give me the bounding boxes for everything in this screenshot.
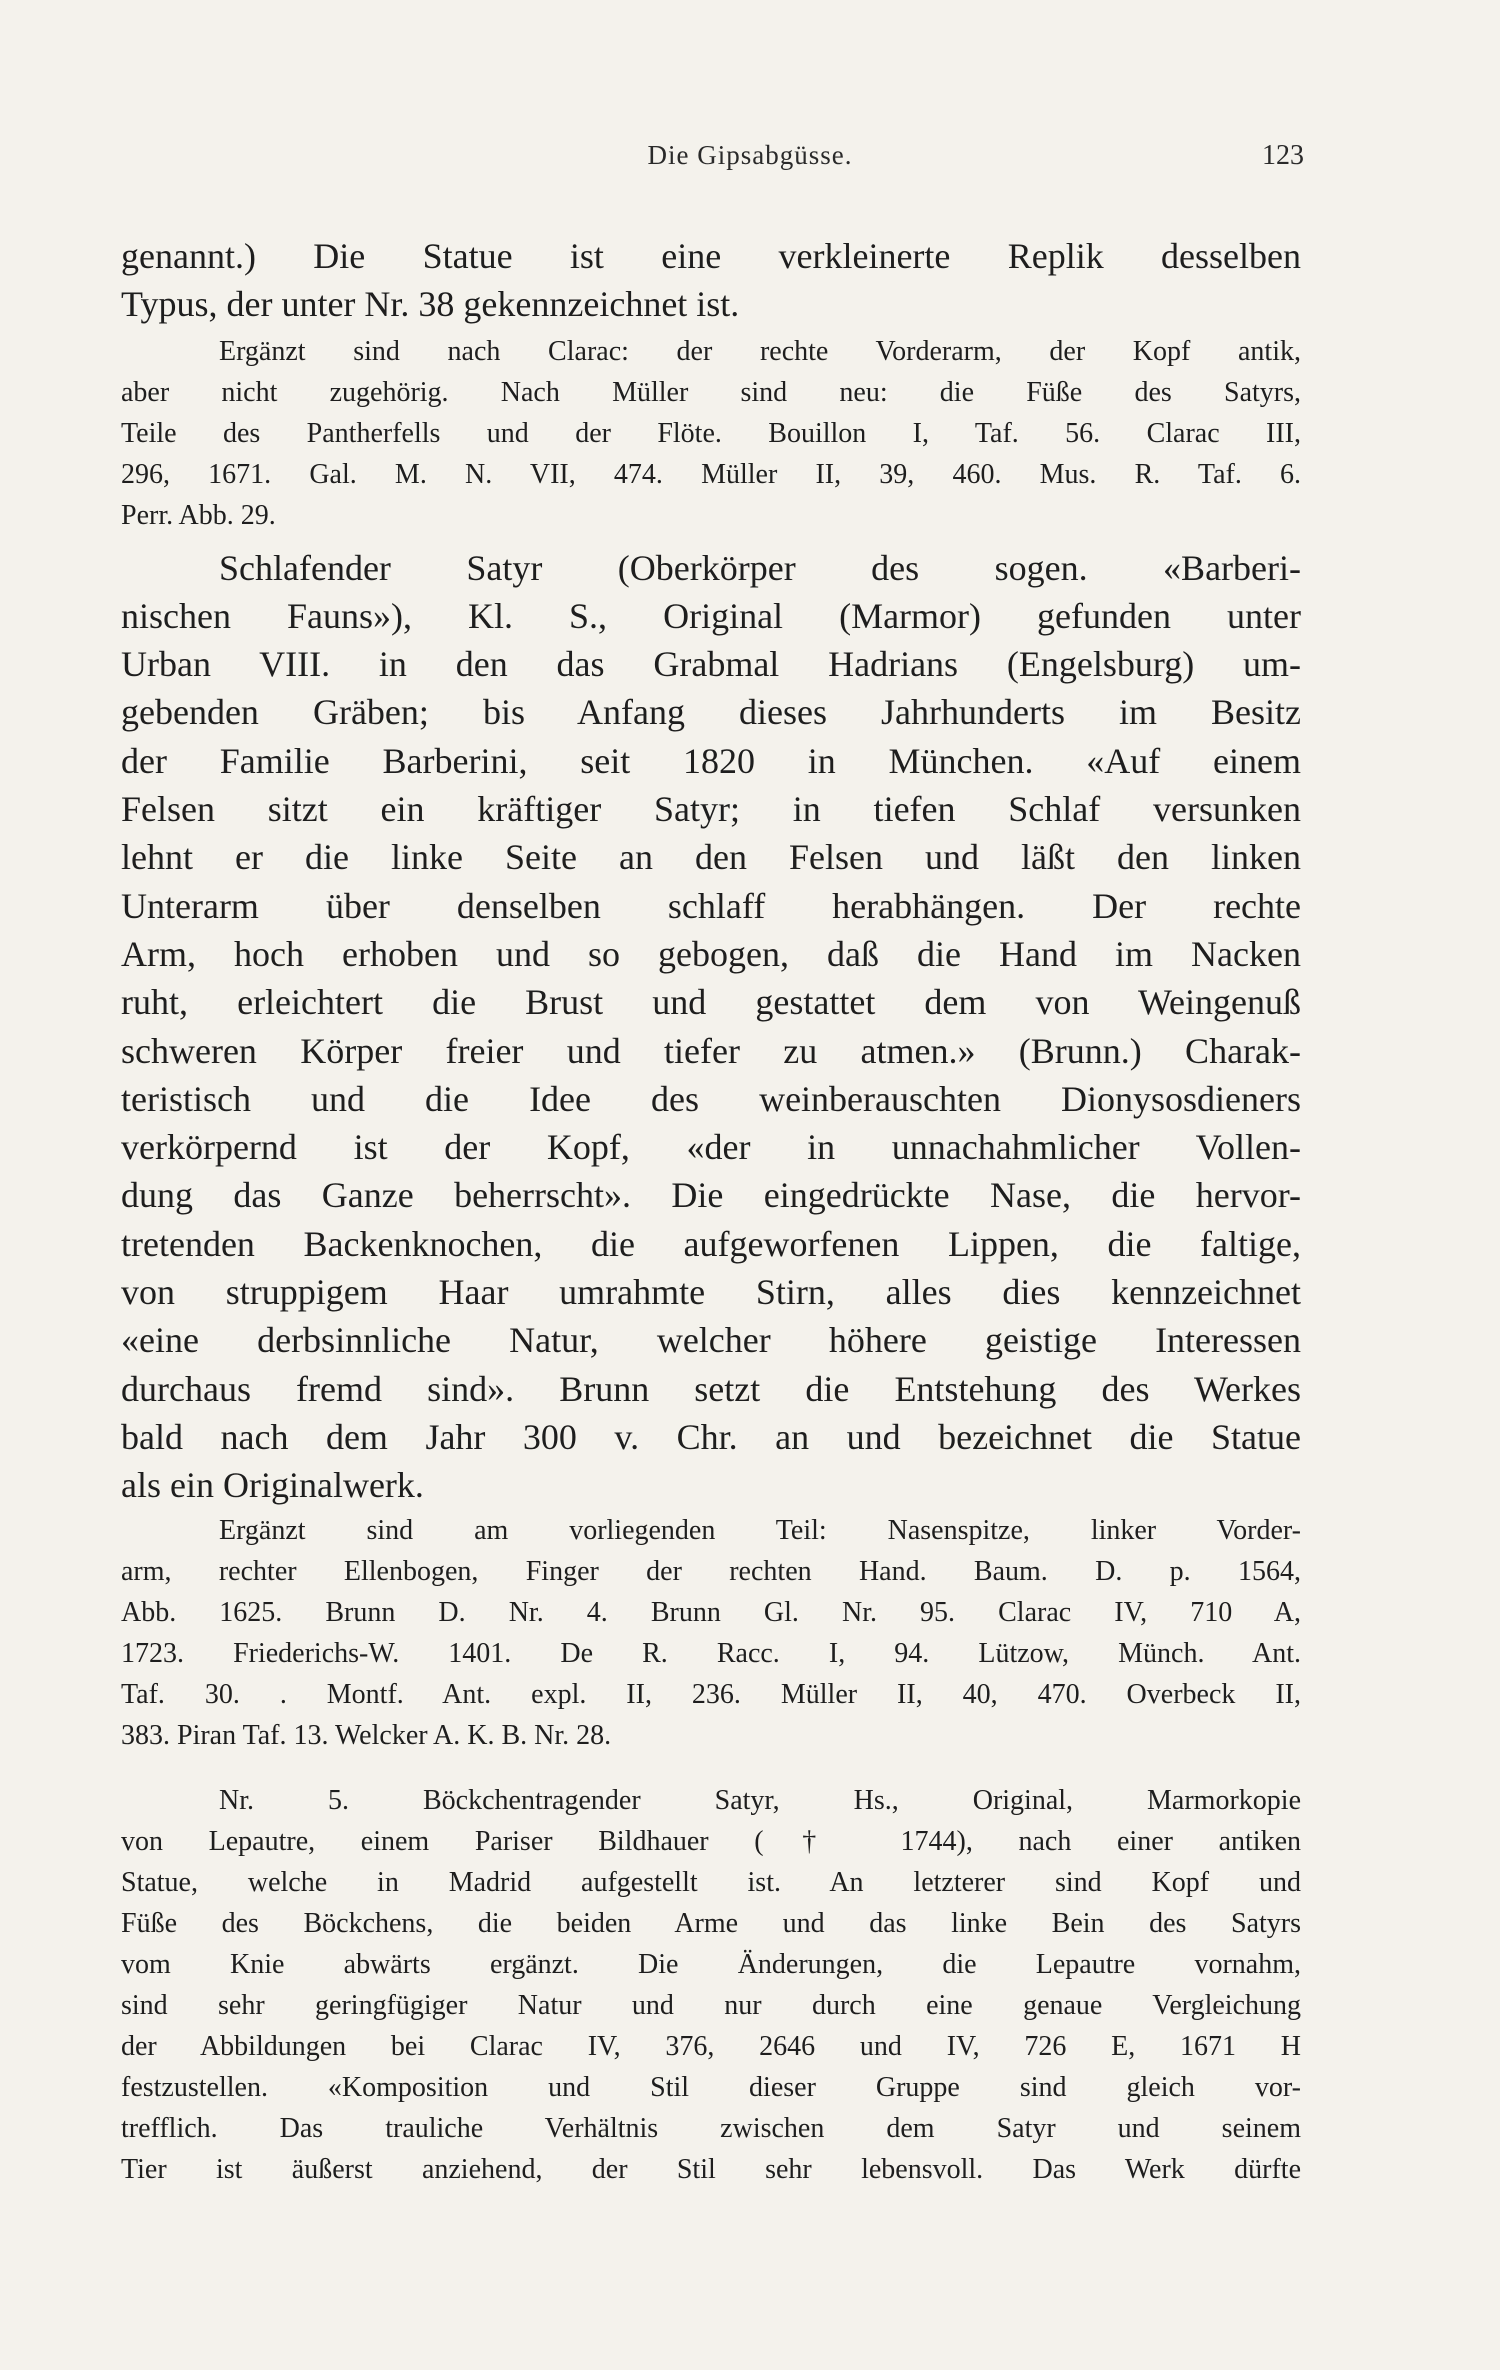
- text-line: aber nicht zugehörig. Nach Müller sind neu: die Füße des Satyrs,: [121, 376, 1301, 408]
- text-line: Unterarm über denselben schlaff herabhängen. Der rechte: [121, 885, 1301, 926]
- text-line: schweren Körper freier und tiefer zu atmen.» (Brunn.) Charak-: [121, 1030, 1301, 1071]
- entry-nr-5: [121, 1780, 1301, 2190]
- text-line: gebenden Gräben; bis Anfang dieses Jahrhunderts im Besitz: [121, 692, 1301, 733]
- text-line: dung das Ganze beherrscht». Die eingedrückte Nase, die hervor-: [121, 1175, 1301, 1216]
- text-line: Füße des Böckchens, die beiden Arme und das linke Bein des Satyrs: [121, 1907, 1301, 1939]
- text-line: vom Knie abwärts ergänzt. Die Änderungen, die Lepautre vornahm,: [121, 1948, 1301, 1980]
- text-line: Tier ist äußerst anziehend, der Stil sehr lebensvoll. Das Werk dürfte: [121, 2153, 1301, 2185]
- text-line: lehnt er die linke Seite an den Felsen und läßt den linken: [121, 837, 1301, 878]
- page-body: [121, 232, 1301, 2190]
- text-line: nischen Fauns»), Kl. S., Original (Marmor) gefunden unter: [121, 595, 1301, 636]
- text-line: Typus, der unter Nr. 38 gekennzeichnet ist.: [121, 284, 740, 325]
- restoration-note: [121, 331, 1301, 536]
- text-line: ruht, erleichtert die Brust und gestattet dem von Weingenuß: [121, 982, 1301, 1023]
- paragraph-continuation: [121, 232, 1301, 329]
- text-line: teristisch und die Idee des weinberauschten Dionysosdieners: [121, 1078, 1301, 1119]
- text-line: «eine derbsinnliche Natur, welcher höhere geistige Interessen: [121, 1320, 1301, 1361]
- text-line: Ergänzt sind am vorliegenden Teil: Nasenspitze, linker Vorder-: [219, 1514, 1301, 1546]
- text-line: festzustellen. «Komposition und Stil dieser Gruppe sind gleich vor-: [121, 2071, 1301, 2103]
- text-line: bald nach dem Jahr 300 v. Chr. an und bezeichnet die Statue: [121, 1416, 1301, 1457]
- page-number: 123: [1262, 140, 1304, 171]
- text-line: der Abbildungen bei Clarac IV, 376, 2646 und IV, 726 E, 1671 H: [121, 2030, 1301, 2062]
- text-line: von Lepautre, einem Pariser Bildhauer († 1744), nach einer antiken: [121, 1825, 1301, 1857]
- text-line: arm, rechter Ellenbogen, Finger der rechten Hand. Baum. D. p. 1564,: [121, 1555, 1301, 1587]
- text-line: Abb. 1625. Brunn D. Nr. 4. Brunn Gl. Nr. 95. Clarac IV, 710 A,: [121, 1596, 1301, 1628]
- text-line: trefflich. Das trauliche Verhältnis zwischen dem Satyr und seinem: [121, 2112, 1301, 2144]
- text-line: Perr. Abb. 29.: [121, 499, 276, 531]
- text-line: Teile des Pantherfells und der Flöte. Bouillon I, Taf. 56. Clarac III,: [121, 417, 1301, 449]
- text-line: durchaus fremd sind». Brunn setzt die Entstehung des Werkes: [121, 1368, 1301, 1409]
- text-line: als ein Originalwerk.: [121, 1465, 424, 1506]
- text-line: 383. Piran Taf. 13. Welcker A. K. B. Nr. 28.: [121, 1719, 612, 1751]
- text-line: Statue, welche in Madrid aufgestellt ist. An letzterer sind Kopf und: [121, 1866, 1301, 1898]
- entry-sleeping-satyr: [121, 544, 1301, 1510]
- text-line: der Familie Barberini, seit 1820 in München. «Auf einem: [121, 740, 1301, 781]
- text-line: Arm, hoch erhoben und so gebogen, daß die Hand im Nacken: [121, 933, 1301, 974]
- text-line: genannt.) Die Statue ist eine verkleinerte Replik desselben: [121, 236, 1301, 276]
- text-line: Taf. 30. . Montf. Ant. expl. II, 236. Müller II, 40, 470. Overbeck II,: [121, 1678, 1301, 1710]
- text-line: Ergänzt sind nach Clarac: der rechte Vorderarm, der Kopf antik,: [219, 335, 1301, 367]
- text-line: Felsen sitzt ein kräftiger Satyr; in tiefen Schlaf versunken: [121, 789, 1301, 830]
- text-line: tretenden Backenknochen, die aufgeworfenen Lippen, die faltige,: [121, 1223, 1301, 1264]
- text-line: verkörpernd ist der Kopf, «der in unnachahmlicher Vollen-: [121, 1127, 1301, 1168]
- text-line: Nr. 5. Böckchentragender Satyr, Hs., Original, Marmorkopie: [219, 1784, 1301, 1816]
- text-line: 1723. Friederichs-W. 1401. De R. Racc. I, 94. Lützow, Münch. Ant.: [121, 1637, 1301, 1669]
- text-line: 296, 1671. Gal. M. N. VII, 474. Müller II, 39, 460. Mus. R. Taf. 6.: [121, 458, 1301, 490]
- text-line: Urban VIII. in den das Grabmal Hadrians (Engelsburg) um-: [121, 644, 1301, 685]
- text-line: sind sehr geringfügiger Natur und nur durch eine genaue Vergleichung: [121, 1989, 1301, 2021]
- restoration-note-2: [121, 1510, 1301, 1756]
- text-line: Schlafender Satyr (Oberkörper des sogen. «Barberi-: [219, 547, 1301, 588]
- text-line: von struppigem Haar umrahmte Stirn, alles dies kennzeichnet: [121, 1272, 1301, 1313]
- running-header-title: Die Gipsabgüsse.: [647, 140, 853, 170]
